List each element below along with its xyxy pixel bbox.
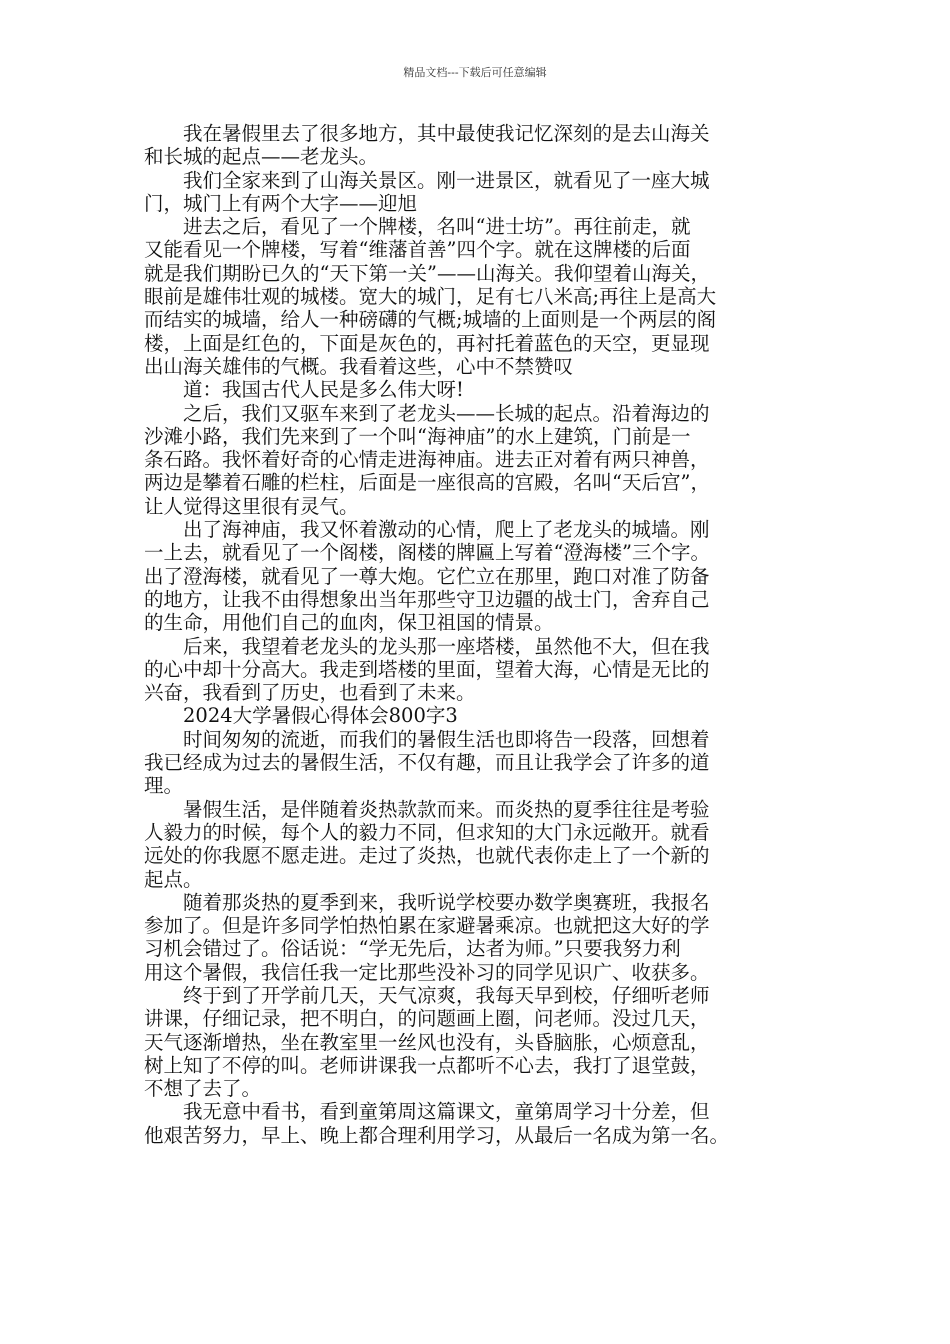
paragraph-5: 之后，我们又驱车来到了老龙头——长城的起点。沿着海边的 沙滩小路，我们先来到了一个叫“海神庙”的水上建筑，门前是一 条石路。我怀着好奇的心情走进海神庙。进去正对着有两只神兽， 两边是攀着石雕的栏柱，后面是一座很高的宫殿，名叫“天后宫”， 让人觉得这里很有灵气。 [144,401,710,518]
document-body [144,122,824,1147]
section-heading: 2024大学暑假心得体会800字3 [183,704,458,728]
paragraph-2: 我们全家来到了山海关景区。刚一进景区，就看见了一座大城 门，城门上有两个大字——迎旭 [144,168,710,215]
paragraph-4: 道：我国古代人民是多么伟大呀! [183,378,464,402]
page-header: 精品文档---下载后可任意编辑 [403,66,547,79]
paragraph-11: 终于到了开学前几天，天气凉爽，我每天早到校，仔细听老师 讲课，仔细记录，把不明白，的问题画上圈，问老师。没过几天， 天气逐渐增热，坐在教室里一丝风也没有，头昏脑胀，心烦意乱， 树上知了不停的叫。老师讲课我一点都听不心去，我打了退堂鼓， 不想了去了。 [144,983,710,1101]
paragraph-10: 随着那炎热的夏季到来，我听说学校要办数学奥赛班，我报名 参加了。但是许多同学怕热怕累在家避暑乘凉。也就把这大好的学 习机会错过了。俗话说：“学无先后，达者为师。”只要我努力利 用这个暑假，我信任我一定比那些没补习的同学见识广、收获多。 [144,890,710,984]
paragraph-6: 出了海神庙，我又怀着激动的心情，爬上了老龙头的城墙。刚 一上去，就看见了一个阁楼，阁楼的牌匾上写着“澄海楼”三个字。 出了澄海楼，就看见了一尊大炮。它伫立在那里，跑口对准了防备 的地方，让我不由得想象出当年那些守卫边疆的战士门，舍弃自己 的生命，用他们自己的血肉，保卫祖国的情景。 [144,518,710,635]
paragraph-9: 暑假生活，是伴随着炎热款款而来。而炎热的夏季往往是考验 人毅力的时候，每个人的毅力不同，但求知的大门永远敞开。就看 远处的你我愿不愿走进。走过了炎热，也就代表你走上了一个新的 起点。 [144,797,710,891]
paragraph-8: 时间匆匆的流逝，而我们的暑假生活也即将告一段落，回想着 我已经成为过去的暑假生活，不仅有趣，而且让我学会了许多的道 理。 [144,727,710,798]
paragraph-7: 后来，我望着老龙头的龙头那一座塔楼，虽然他不大，但在我 的心中却十分高大。我走到塔楼的里面，望着大海，心情是无比的 兴奋，我看到了历史，也看到了未来。 [144,634,710,705]
paragraph-1: 我在暑假里去了很多地方，其中最使我记忆深刻的是去山海关 和长城的起点——老龙头。 [144,122,710,169]
paragraph-3: 进去之后，看见了一个牌楼，名叫“进士坊”。再往前走，就 又能看见一个牌楼，写着“维藩首善”四个字。就在这牌楼的后面 就是我们期盼已久的“天下第一关”——山海关。我仰望着山海关， 眼前是雄伟壮观的城楼。宽大的城门，足有七八米高;再往上是高大 而结实的城墙，给人一种磅礴的气概;城墙的上面则是一个两层的阁 楼，上面是红色的，下面是灰色的，再衬托着蓝色的天空，更显现 出山海关雄伟的气概。我看着这些，心中不禁赞叹 [144,215,717,378]
paragraph-12: 我无意中看书，看到童第周这篇课文，童第周学习十分差，但 他艰苦努力，早上、晚上都合理利用学习，从最后一名成为第一名。 [144,1100,730,1147]
